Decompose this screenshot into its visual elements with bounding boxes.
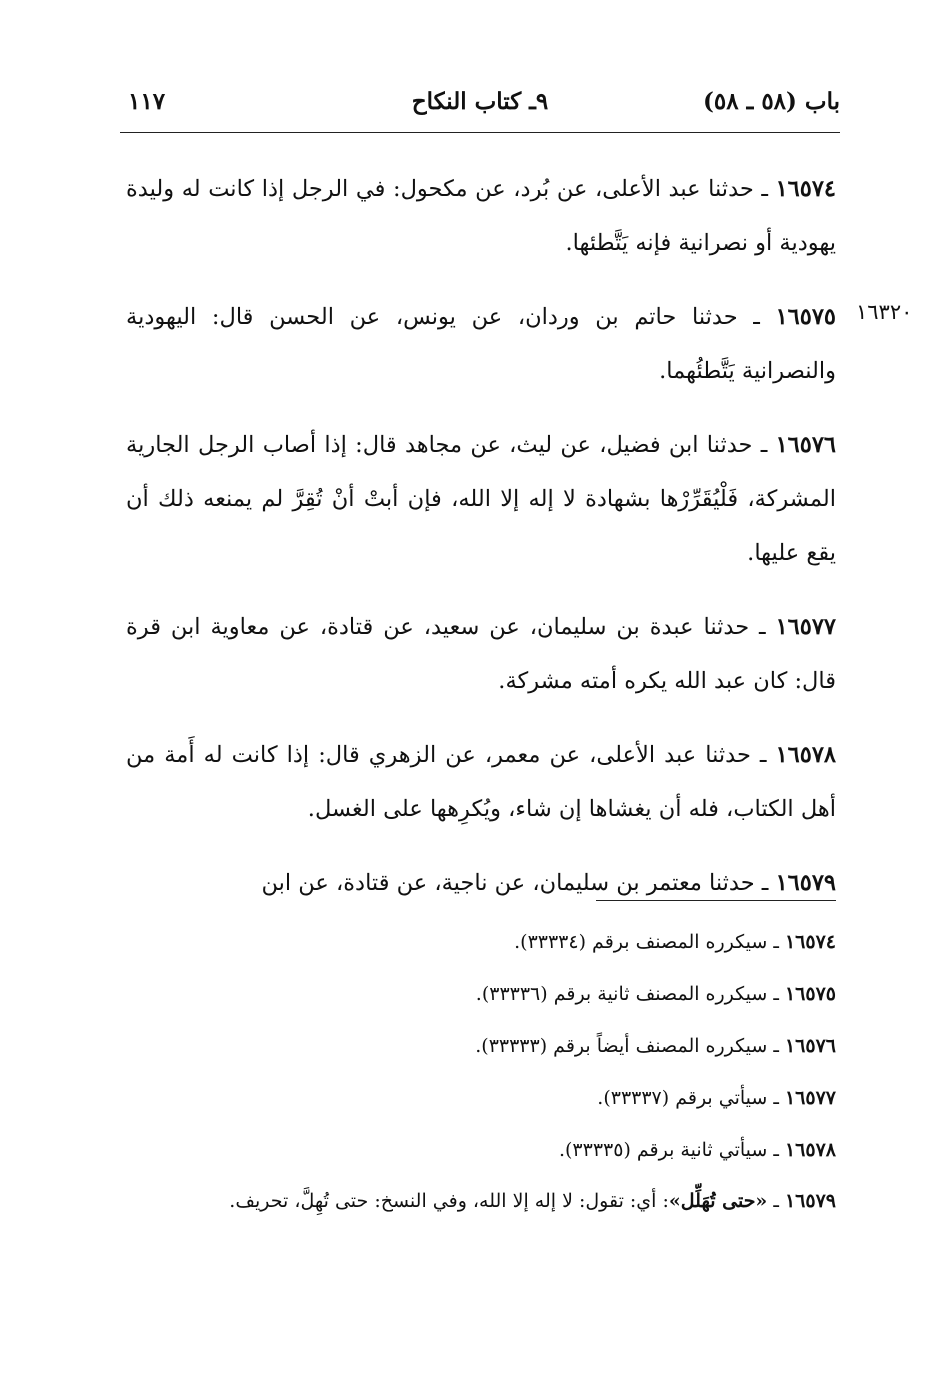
book-title: ٩ـ كتاب النكاح xyxy=(411,88,549,115)
hadith-text: ـ حدثنا ابن فضيل، عن ليث، عن مجاهد قال: إذا أصاب الرجل الجارية المشركة، فَلْيُقَرِّرْها بشهادة لا إله إلا الله، فإن أبتْ أنْ تُقِرَّ لم يمنعه ذلك أن يقع عليها. xyxy=(126,432,836,566)
footnote-number: ١٦٥٧٨ xyxy=(784,1139,836,1161)
hadith-number: ١٦٥٧٥ xyxy=(775,304,836,330)
footnote-text: : أي: تقول: لا إله إلا الله، وفي النسخ: حتى تُهِلَّ، تحريف. xyxy=(229,1190,669,1212)
hadith-paragraph xyxy=(126,600,836,708)
footnote-text: ـ سيأتي ثانية برقم (٣٣٣٣٥). xyxy=(558,1139,785,1161)
hadith-number: ١٦٥٧٧ xyxy=(775,614,836,640)
margin-reference-number: ١٦٣٢٠ xyxy=(856,300,913,324)
page-header xyxy=(120,88,840,128)
footnote xyxy=(126,968,836,1020)
footnote xyxy=(126,916,836,968)
hadith-paragraph xyxy=(126,728,836,836)
footnote-text: ـ سيكرره المصنف برقم (٣٣٣٣٤). xyxy=(514,931,785,953)
footnote xyxy=(126,1020,836,1072)
hadith-paragraph xyxy=(126,418,836,580)
footnote xyxy=(126,1072,836,1124)
footnote-quote: «حتى تُهَلِّل» xyxy=(668,1190,768,1212)
footnote-number: ١٦٥٧٩ xyxy=(784,1190,836,1212)
hadith-text: ـ حدثنا عبدة بن سليمان، عن سعيد، عن قتادة، عن معاوية ابن قرة قال: كان عبد الله يكره أمته مشركة. xyxy=(126,614,836,694)
footnote-number: ١٦٥٧٤ xyxy=(784,931,836,953)
chapter-title: باب (٥٨ ـ ٥٨) xyxy=(702,88,840,115)
hadith-number: ١٦٥٧٨ xyxy=(775,742,836,768)
header-divider xyxy=(120,132,840,133)
hadith-number: ١٦٥٧٤ xyxy=(775,176,836,202)
hadith-paragraph xyxy=(126,856,836,910)
hadith-text: ـ حدثنا معتمر بن سليمان، عن ناجية، عن قتادة، عن ابن xyxy=(261,870,776,896)
footnotes xyxy=(126,916,836,1222)
hadith-paragraph xyxy=(126,162,836,270)
footnote-number: ١٦٥٧٧ xyxy=(784,1087,836,1109)
footnote-number: ١٦٥٧٦ xyxy=(784,1035,836,1057)
footnote-text: ـ سيكرره المصنف ثانية برقم (٣٣٣٣٦). xyxy=(475,983,785,1005)
footnote-text: ـ سيكرره المصنف أيضاً برقم (٣٣٣٣٣). xyxy=(475,1035,785,1057)
footnote xyxy=(126,1124,836,1176)
footnote xyxy=(126,1180,836,1222)
main-text xyxy=(126,162,836,930)
footnote-number: ١٦٥٧٥ xyxy=(784,983,836,1005)
page-number: ١١٧ xyxy=(128,88,166,115)
hadith-number: ١٦٥٧٩ xyxy=(775,870,836,896)
hadith-text: ـ حدثنا حاتم بن وردان، عن يونس، عن الحسن قال: اليهودية والنصرانية يَتَّطئُهما. xyxy=(126,304,836,384)
hadith-number: ١٦٥٧٦ xyxy=(775,432,836,458)
hadith-paragraph xyxy=(126,290,836,398)
footnote-text: ـ سيأتي برقم (٣٣٣٣٧). xyxy=(597,1087,785,1109)
hadith-text: ـ حدثنا عبد الأعلى، عن معمر، عن الزهري قال: إذا كانت له أَمة من أهل الكتاب، فله أن يغشاها إن شاء، ويُكرِهها على الغسل. xyxy=(126,742,836,822)
footnote-separator: ـ xyxy=(767,1190,785,1212)
hadith-text: ـ حدثنا عبد الأعلى، عن بُرد، عن مكحول: في الرجل إذا كانت له وليدة يهودية أو نصرانية فإنه يَتَّطئها. xyxy=(126,176,836,256)
footnote-divider xyxy=(596,900,836,901)
